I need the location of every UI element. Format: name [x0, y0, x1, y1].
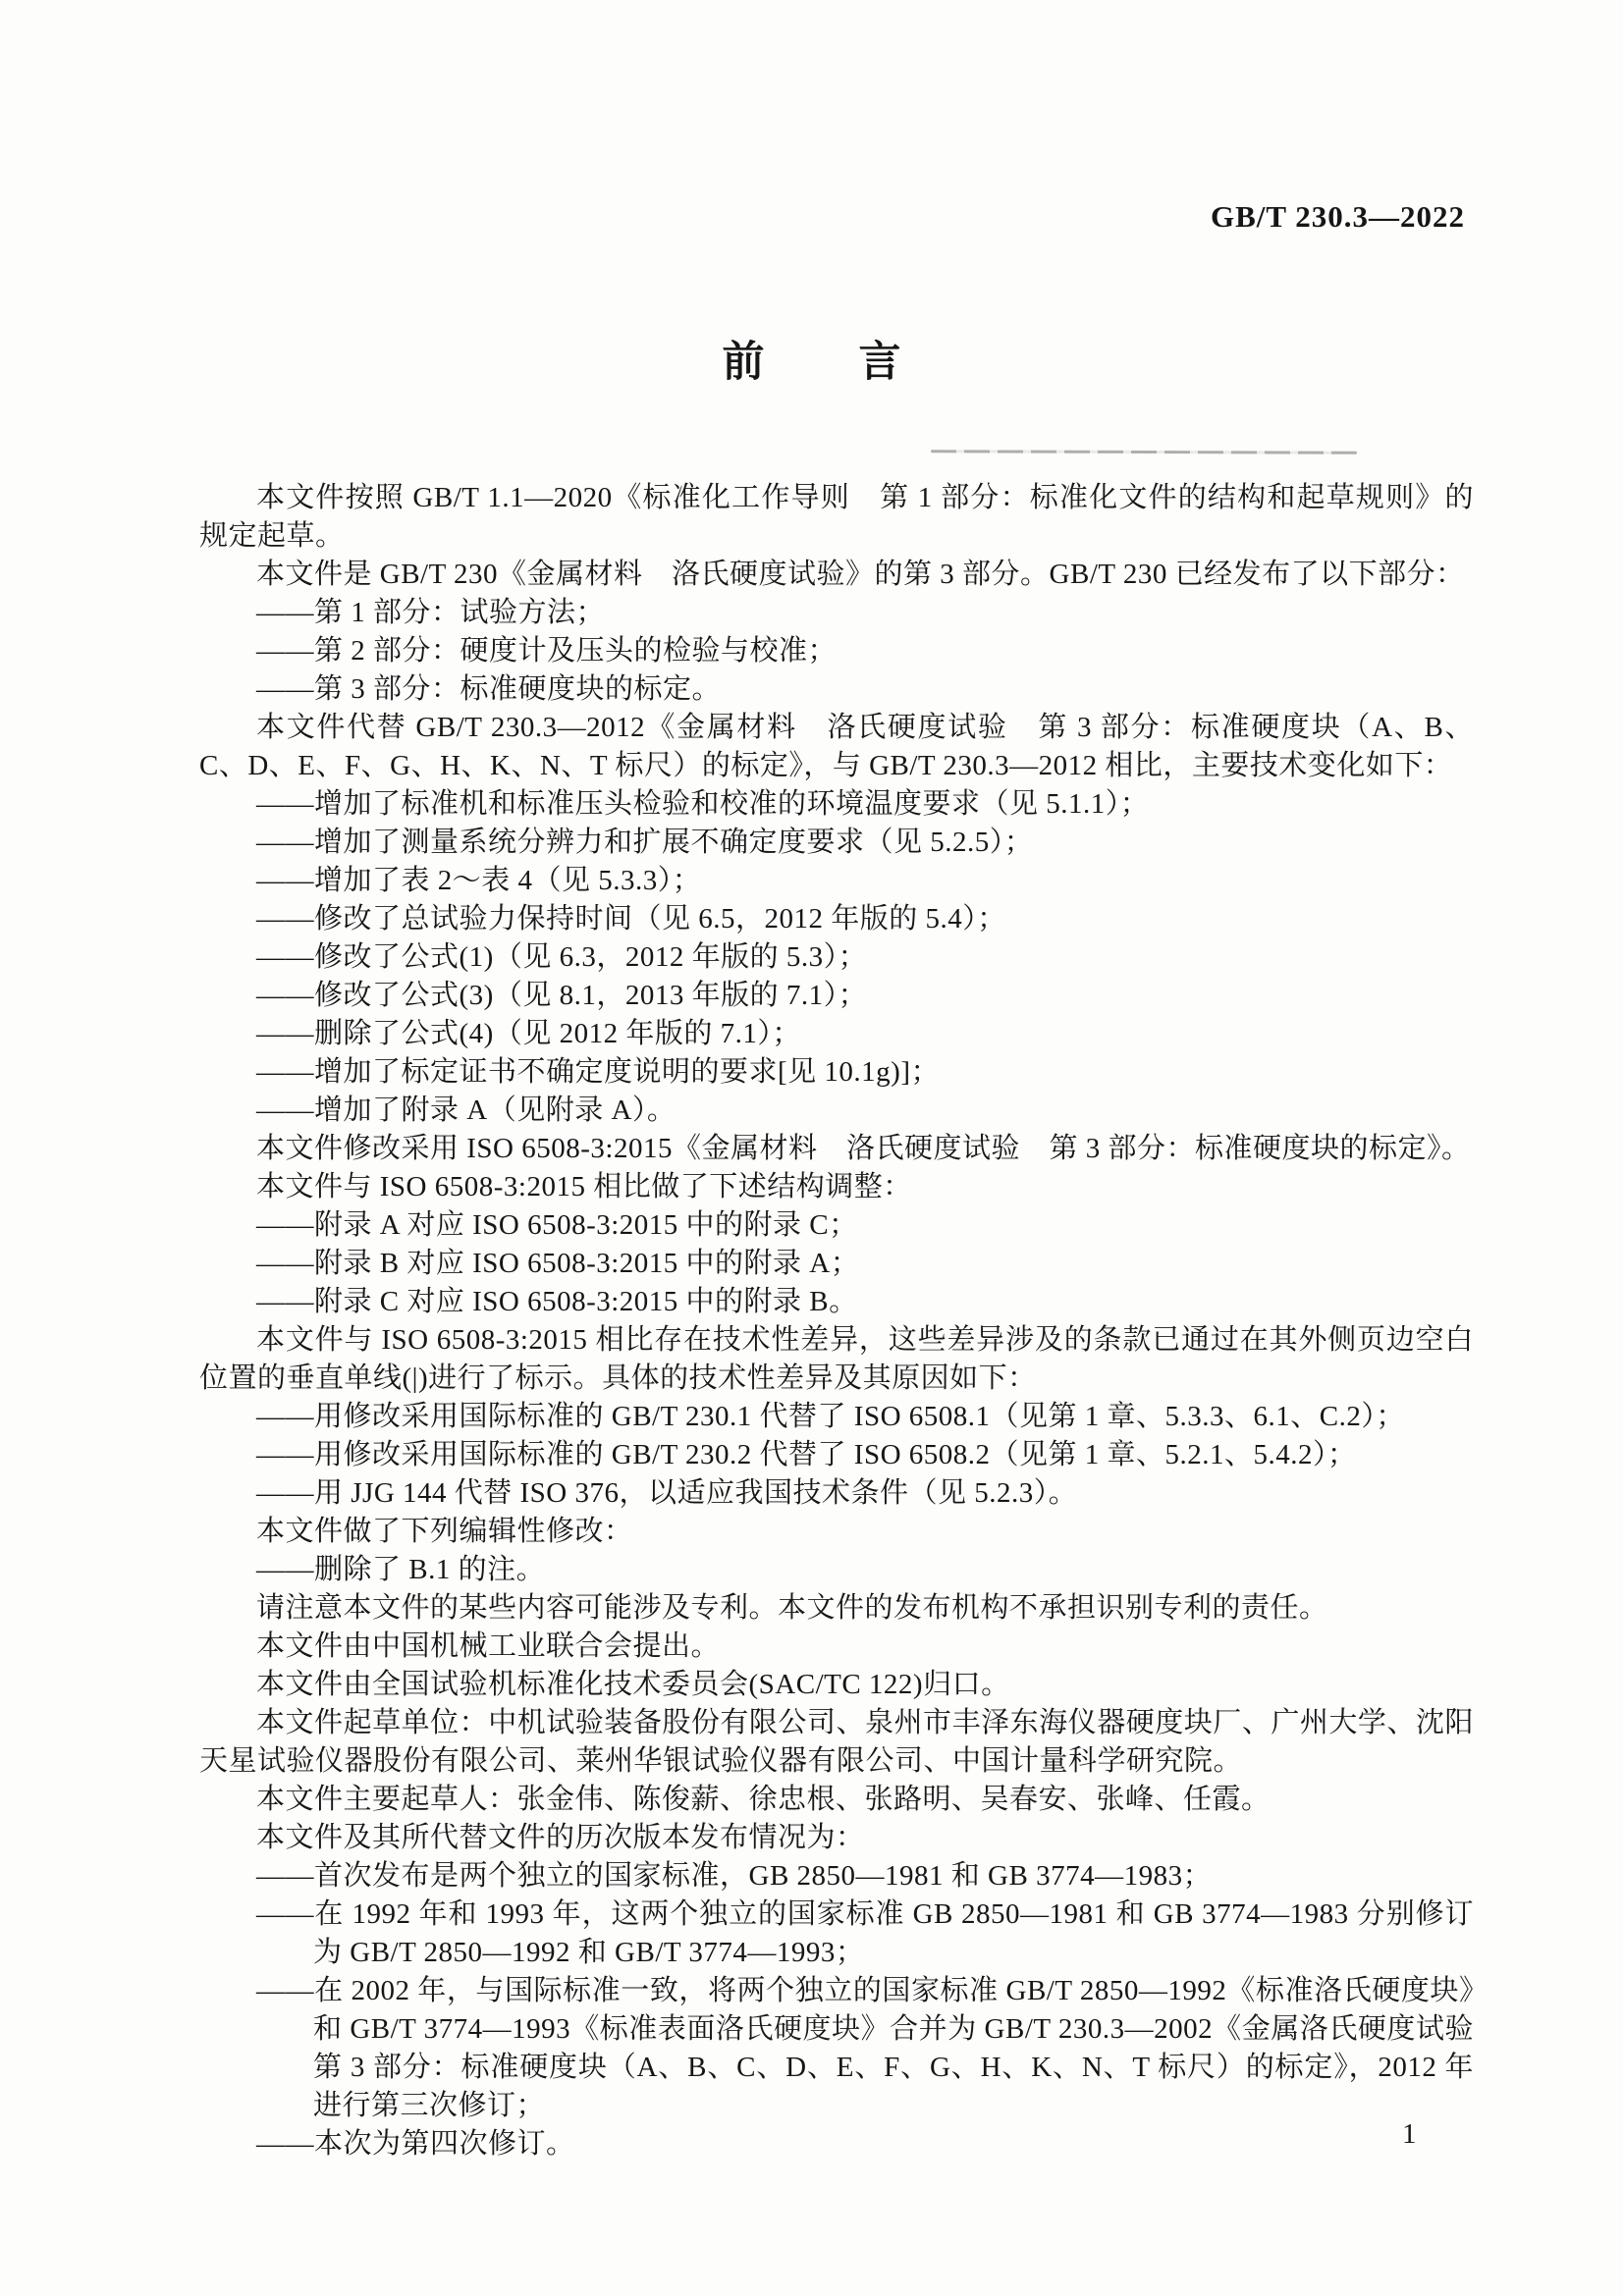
- paragraph: 本文件与 ISO 6508-3:2015 相比存在技术性差异，这些差异涉及的条款已通过在其外侧页边空白位置的垂直单线(|)进行了标示。具体的技术性差异及其原因如下：: [199, 1324, 1474, 1394]
- dash-item: ——首次发布是两个独立的国家标准，GB 2850—1981 和 GB 3774—1983；: [256, 1860, 1213, 1892]
- dash-item: ——第 2 部分：硬度计及压头的检验与校准；: [256, 635, 838, 667]
- paragraph: 本文件由中国机械工业联合会提出。: [256, 1630, 721, 1662]
- paragraph: 本文件由全国试验机标准化技术委员会(SAC/TC 122)归口。: [256, 1669, 1010, 1700]
- dash-item: ——第 3 部分：标准硬度块的标定。: [256, 673, 722, 705]
- paragraph: 本文件及其所代替文件的历次版本发布情况为：: [256, 1822, 865, 1853]
- dash-item: ——修改了总试验力保持时间（见 6.5，2012 年版的 5.4）；: [256, 903, 1006, 934]
- dash-item: ——增加了测量系统分辨力和扩展不确定度要求（见 5.2.5）；: [256, 827, 1034, 858]
- paragraph: 本文件与 ISO 6508-3:2015 相比做了下述结构调整：: [256, 1171, 912, 1202]
- foreword-body: [199, 479, 1503, 2163]
- dash-item: ——附录 B 对应 ISO 6508-3:2015 中的附录 A；: [256, 1248, 860, 1279]
- paragraph: 本文件按照 GB/T 1.1—2020《标准化工作导则 第 1 部分：标准化文件的结构和起草规则》的规定起草。: [199, 482, 1474, 552]
- paragraph: 请注意本文件的某些内容可能涉及专利。本文件的发布机构不承担识别专利的责任。: [256, 1592, 1328, 1624]
- dash-item: ——附录 A 对应 ISO 6508-3:2015 中的附录 C；: [256, 1209, 858, 1241]
- dash-item: ——增加了标定证书不确定度说明的要求[见 10.1g)]；: [256, 1056, 940, 1088]
- dash-item: ——在 1992 年和 1993 年，这两个独立的国家标准 GB 2850—1981 和 GB 3774—1983 分别修订为 GB/T 2850—1992 和 GB/T 3774—1993；: [256, 1898, 1474, 1968]
- paragraph: 本文件做了下列编辑性修改：: [256, 1516, 633, 1547]
- dash-item: ——用修改采用国际标准的 GB/T 230.2 代替了 ISO 6508.2（见第 1 章、5.2.1、5.4.2）；: [256, 1439, 1357, 1470]
- dash-item: ——第 1 部分：试验方法；: [256, 597, 606, 628]
- page-number: 1: [1402, 2118, 1417, 2150]
- title-char-qian: 前: [722, 340, 765, 386]
- dash-item: ——增加了附录 A（见附录 A）。: [256, 1095, 676, 1126]
- paragraph: 本文件起草单位：中机试验装备股份有限公司、泉州市丰泽东海仪器硬度块厂、广州大学、沈阳天星试验仪器股份有限公司、莱州华银试验仪器有限公司、中国计量科学研究院。: [199, 1707, 1474, 1777]
- standard-code-header: GB/T 230.3—2022: [1210, 199, 1465, 234]
- scan-artifact-line: [931, 450, 1357, 454]
- paragraph: 本文件主要起草人：张金伟、陈俊薪、徐忠根、张路明、吴春安、张峰、任霞。: [256, 1784, 1271, 1815]
- paragraph: 本文件是 GB/T 230《金属材料 洛氏硬度试验》的第 3 部分。GB/T 230 已经发布了以下部分：: [256, 559, 1465, 590]
- paragraph: 本文件代替 GB/T 230.3—2012《金属材料 洛氏硬度试验 第 3 部分：标准硬度块（A、B、C、D、E、F、G、H、K、N、T 标尺）的标定》，与 GB/T 230.3—2012 相比，主要技术变化如下：: [199, 712, 1474, 781]
- dash-item: ——修改了公式(1)（见 6.3，2012 年版的 5.3）；: [256, 941, 868, 973]
- dash-item: ——删除了 B.1 的注。: [256, 1554, 546, 1585]
- dash-item: ——用修改采用国际标准的 GB/T 230.1 代替了 ISO 6508.1（见第 1 章、5.3.3、6.1、C.2）；: [256, 1401, 1405, 1432]
- dash-item: ——修改了公式(3)（见 8.1，2013 年版的 7.1）；: [256, 980, 868, 1011]
- page-title: [0, 340, 1623, 386]
- dash-item: ——增加了表 2～表 4（见 5.3.3）；: [256, 865, 702, 896]
- dash-item: ——删除了公式(4)（见 2012 年版的 7.1）；: [256, 1018, 801, 1049]
- title-char-yan: 言: [858, 340, 901, 386]
- dash-item: ——附录 C 对应 ISO 6508-3:2015 中的附录 B。: [256, 1286, 858, 1317]
- paragraph: 本文件修改采用 ISO 6508-3:2015《金属材料 洛氏硬度试验 第 3 部分：标准硬度块的标定》。: [256, 1133, 1471, 1164]
- dash-item: ——在 2002 年，与国际标准一致，将两个独立的国家标准 GB/T 2850—1992《标准洛氏硬度块》和 GB/T 3774—1993《标准表面洛氏硬度块》合并为 GB/T 230.3—2002《金属洛氏硬度试验 第 3 部分：标准硬度块（A、B、C、D、E、F、G、H、K、N、T 标尺）的标定》，2012 年进行第三次修订；: [256, 1975, 1503, 2121]
- dash-item: ——用 JJG 144 代替 ISO 376，以适应我国技术条件（见 5.2.3）。: [256, 1477, 1078, 1509]
- dash-item: ——本次为第四次修订。: [256, 2128, 575, 2160]
- dash-item: ——增加了标准机和标准压头检验和校准的环境温度要求（见 5.1.1）；: [256, 788, 1150, 820]
